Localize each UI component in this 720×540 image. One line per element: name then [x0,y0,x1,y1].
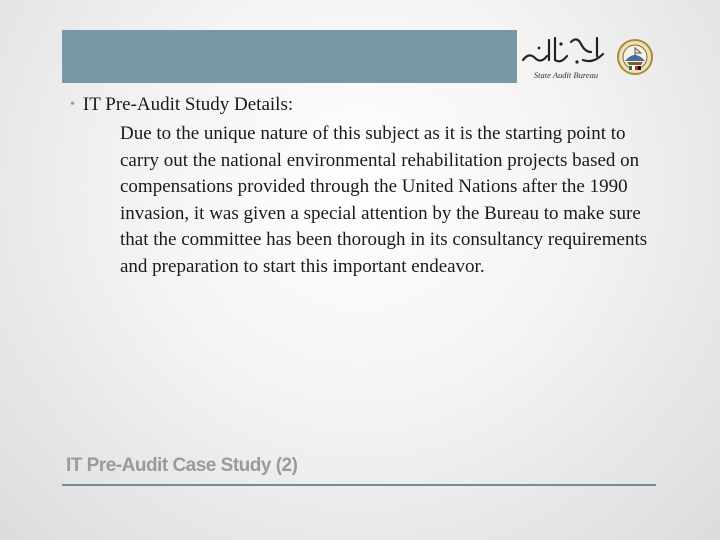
bullet-icon: • [70,97,75,112]
bullet-heading-row [70,92,293,118]
arabic-calligraphy-logo-icon [517,30,609,83]
footer-title: IT Pre-Audit Case Study (2) [66,455,298,476]
bullet-body-text: Due to the unique nature of this subject as it is the starting point to carry out the national environmental rehabilitation projects based on compensations provided through the United Nations after the 1990 invasion, it was given a special attention by the Bureau to make sure that the committee has been thorough in its consultancy requirements and preparation to start this important endeavor. [120,123,648,277]
kuwait-emblem-icon [615,35,655,79]
bullet-heading: IT Pre-Audit Study Details: [82,94,294,115]
header-bar [62,30,517,83]
logo-subtitle: State Audit Bureau [533,70,599,80]
state-audit-bureau-logo [517,30,662,83]
footer-divider [62,484,656,486]
